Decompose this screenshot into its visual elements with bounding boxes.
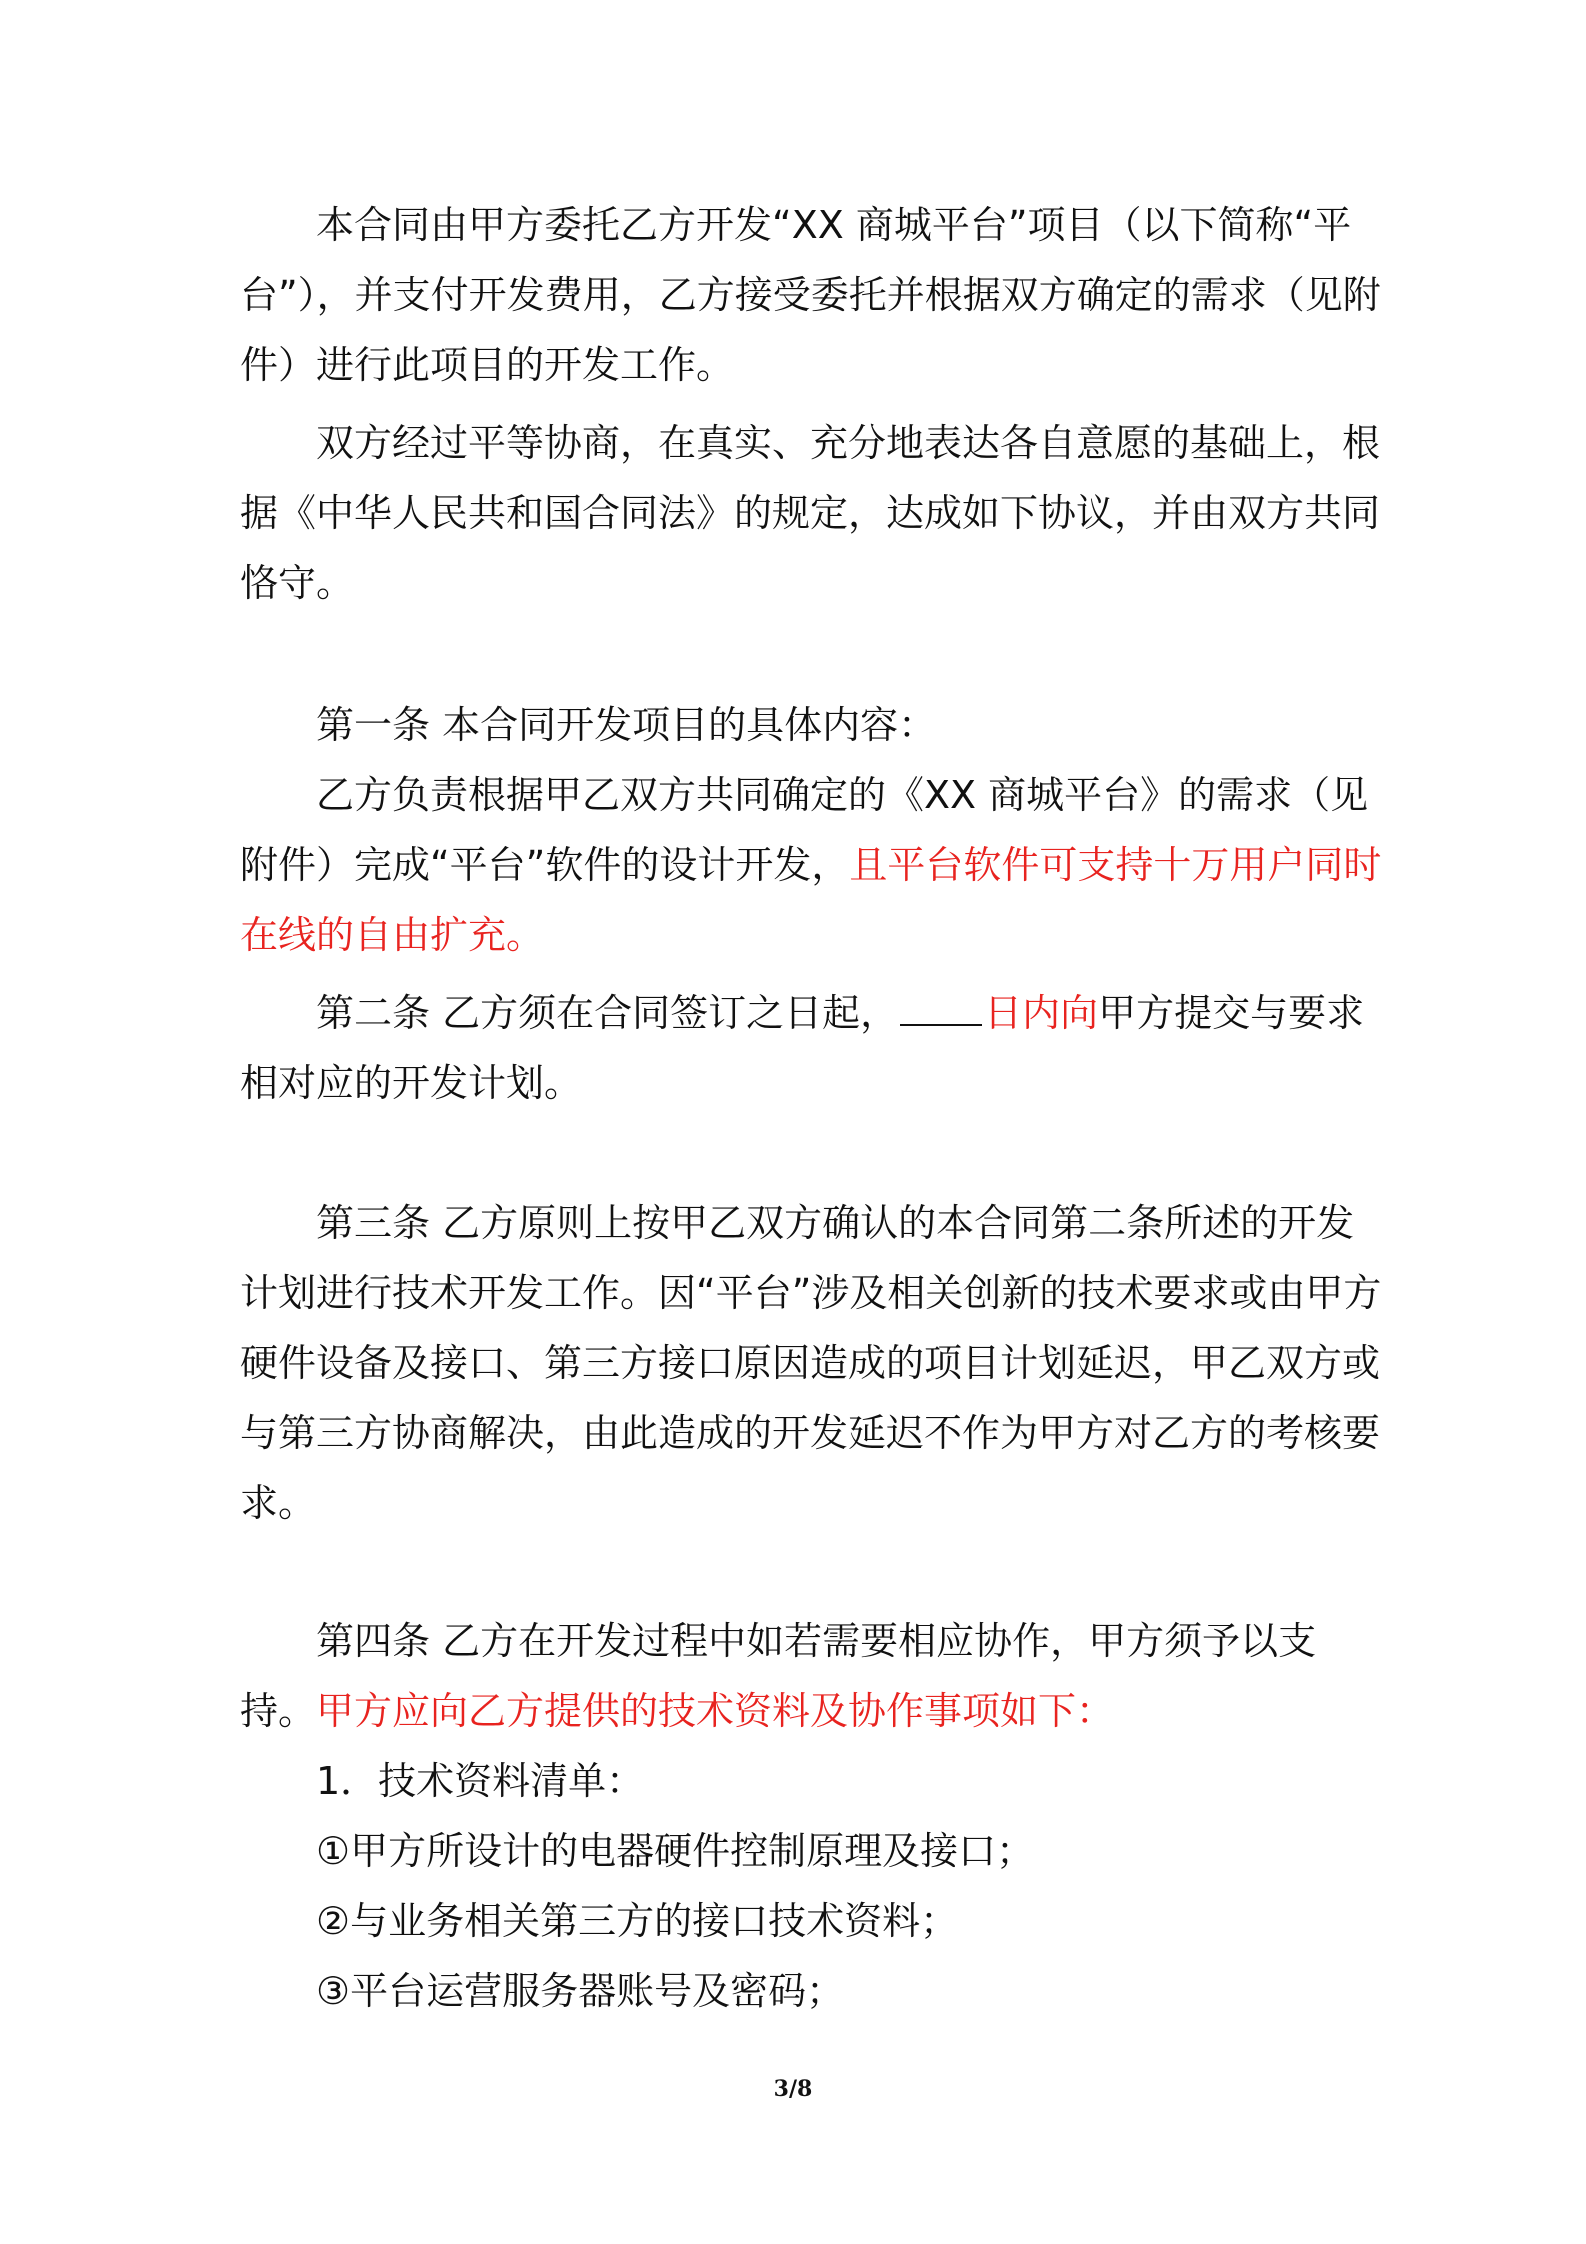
article-2-text-before: 第二条 乙方须在合同签订之日起， [316,991,899,1035]
article-3 [240,1188,1390,1538]
article-1-body [240,760,1390,970]
intro-paragraph-1: 本合同由甲方委托乙方开发“XX 商城平台”项目（以下简称“平台”），并支付开发费用，乙方接受委托并根据双方确定的需求（见附件）进行此项目的开发工作。 [240,203,1381,387]
list-item: ①甲方所设计的电器硬件控制原理及接口； [316,1829,1035,1873]
article-4-body [240,1606,1390,1746]
article-4 [240,1606,1390,2026]
list-item: ②与业务相关第三方的接口技术资料； [316,1899,959,1943]
article-2-body [240,978,1390,1118]
article-2-blank-line [900,980,982,1026]
article-2-text-after: 甲方提交与要求相对应的开发计划。 [240,991,1365,1105]
article-4-text: 第四条 乙方在开发过程中如若需要相应协作，甲方须予以支持。 [240,1619,1317,1733]
page-number: 3/8 [773,2076,813,2102]
article-2 [240,978,1390,1118]
article-4-list-title: 1．技术资料清单： [316,1759,645,1803]
intro-paragraph-2: 双方经过平等协商，在真实、充分地表达各自意愿的基础上，根据《中华人民共和国合同法》的规定，达成如下协议，并由双方共同恪守。 [240,421,1381,605]
article-1 [240,690,1390,970]
article-1-highlight: 且平台软件可支持十万用户同时在线的自由扩充。 [240,843,1382,957]
list-item: ③平台运营服务器账号及密码； [316,1969,845,2013]
article-3-body: 第三条 乙方原则上按甲乙双方确认的本合同第二条所述的开发计划进行技术开发工作。因“平台”涉及相关创新的技术要求或由甲方硬件设备及接口、第三方接口原因造成的项目计划延迟，甲乙双方或与第三方协商解决，由此造成的开发延迟不作为甲方对乙方的考核要求。 [240,1201,1382,1525]
article-1-heading: 第一条 本合同开发项目的具体内容： [316,703,937,747]
article-1-text: 乙方负责根据甲乙双方共同确定的《XX 商城平台》的需求（见附件）完成“平台”软件的设计开发， [240,773,1369,887]
article-2-highlight: 日内向 [984,991,1099,1035]
article-4-highlight: 甲方应向乙方提供的技术资料及协作事项如下： [316,1689,1115,1733]
intro-section [240,190,1390,618]
